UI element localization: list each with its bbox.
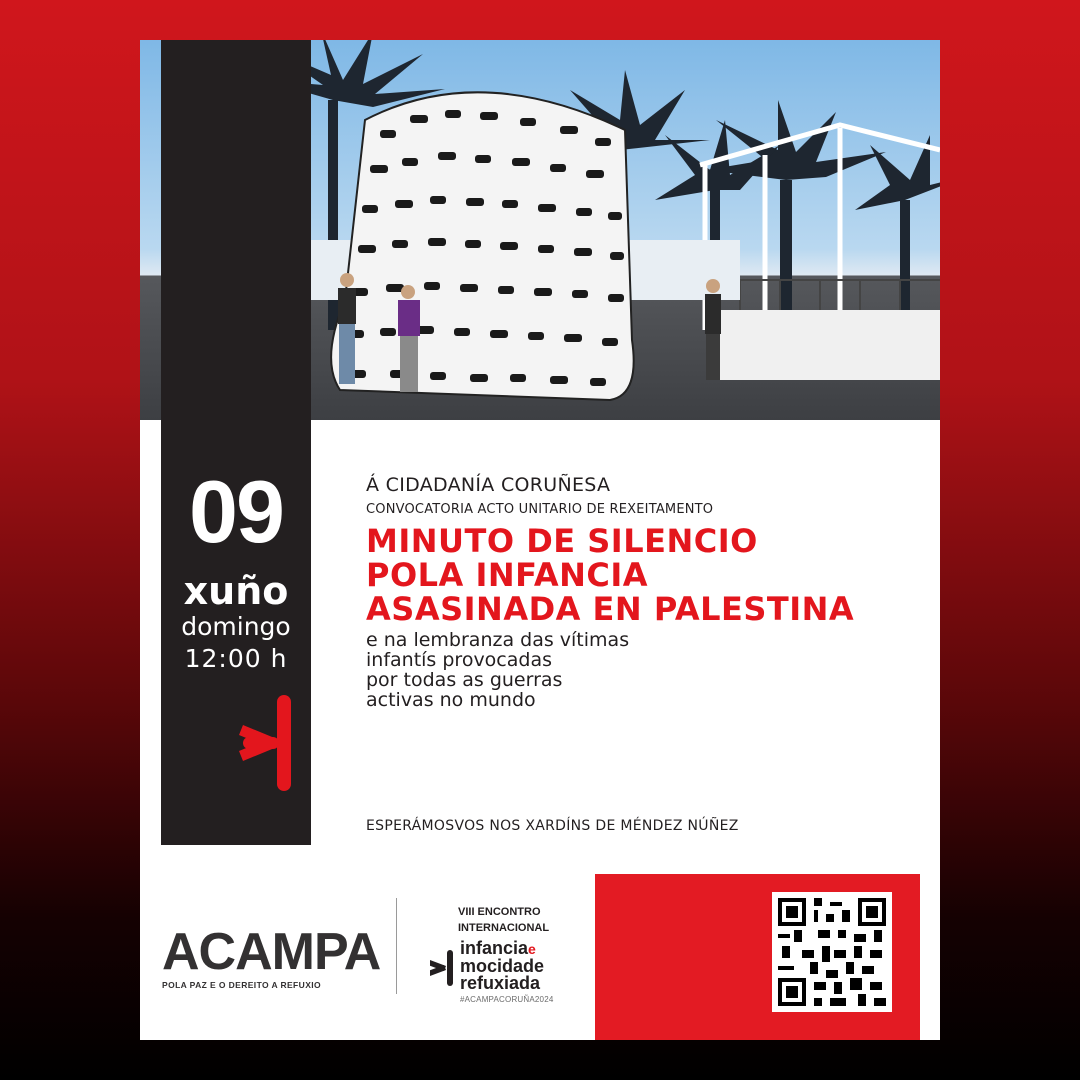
headline-line-3: ASASINADA EN PALESTINA [366,590,855,628]
event-day: 09 [189,462,283,561]
encontro-title [430,940,580,1004]
encontro-line-4: mocidade [460,956,545,976]
subtitle: CONVOCATORIA ACTO UNITARIO DE REXEITAMENTO [366,502,714,517]
encontro-line-2: INTERNACIONAL [458,922,550,934]
qr-code-pattern [778,898,886,1006]
body-line-3: por todas as guerras [366,669,563,691]
headline-line-1: MINUTO DE SILENCIO [366,522,758,560]
headline [366,524,926,626]
body-line-2: infantís provocadas [366,649,553,671]
encontro-infancia: infancia [460,938,529,958]
headline-line-2: POLA INFANCIA [366,556,649,594]
acampa-asterisk-icon [237,695,293,791]
encontro-line-1: VIII ENCONTRO [458,906,541,918]
body-line-4: activas no mundo [366,689,536,711]
encontro-logo [430,904,580,1004]
date-sidebar [161,40,311,845]
acampa-logo [162,923,381,990]
qr-panel [595,874,920,1040]
encontro-line-5: refuxiada [460,973,541,993]
announcement [366,476,926,710]
event-time: 12:00 h [184,644,288,673]
encontro-e: e [528,941,536,957]
poster [140,40,940,1040]
acampa-tagline: POLA PAZ E O DEREITO A REFUXIO [162,980,322,990]
venue: ESPERÁMOSVOS NOS XARDÍNS DE MÉNDEZ NÚÑEZ [366,818,739,834]
body-line-1: e na lembranza das vítimas [366,629,630,651]
greeting: Á CIDADANÍA CORUÑESA [366,474,611,496]
acampa-name: ACAMPA [162,923,381,981]
body-text [366,630,926,710]
logo-divider [396,898,397,994]
event-weekday: domingo [181,612,291,641]
event-month: xuño [183,569,289,613]
qr-code[interactable] [772,892,892,1012]
acampa-asterisk-small-icon [430,950,454,986]
encontro-hashtag: #ACAMPACORUÑA2024 [460,995,554,1004]
